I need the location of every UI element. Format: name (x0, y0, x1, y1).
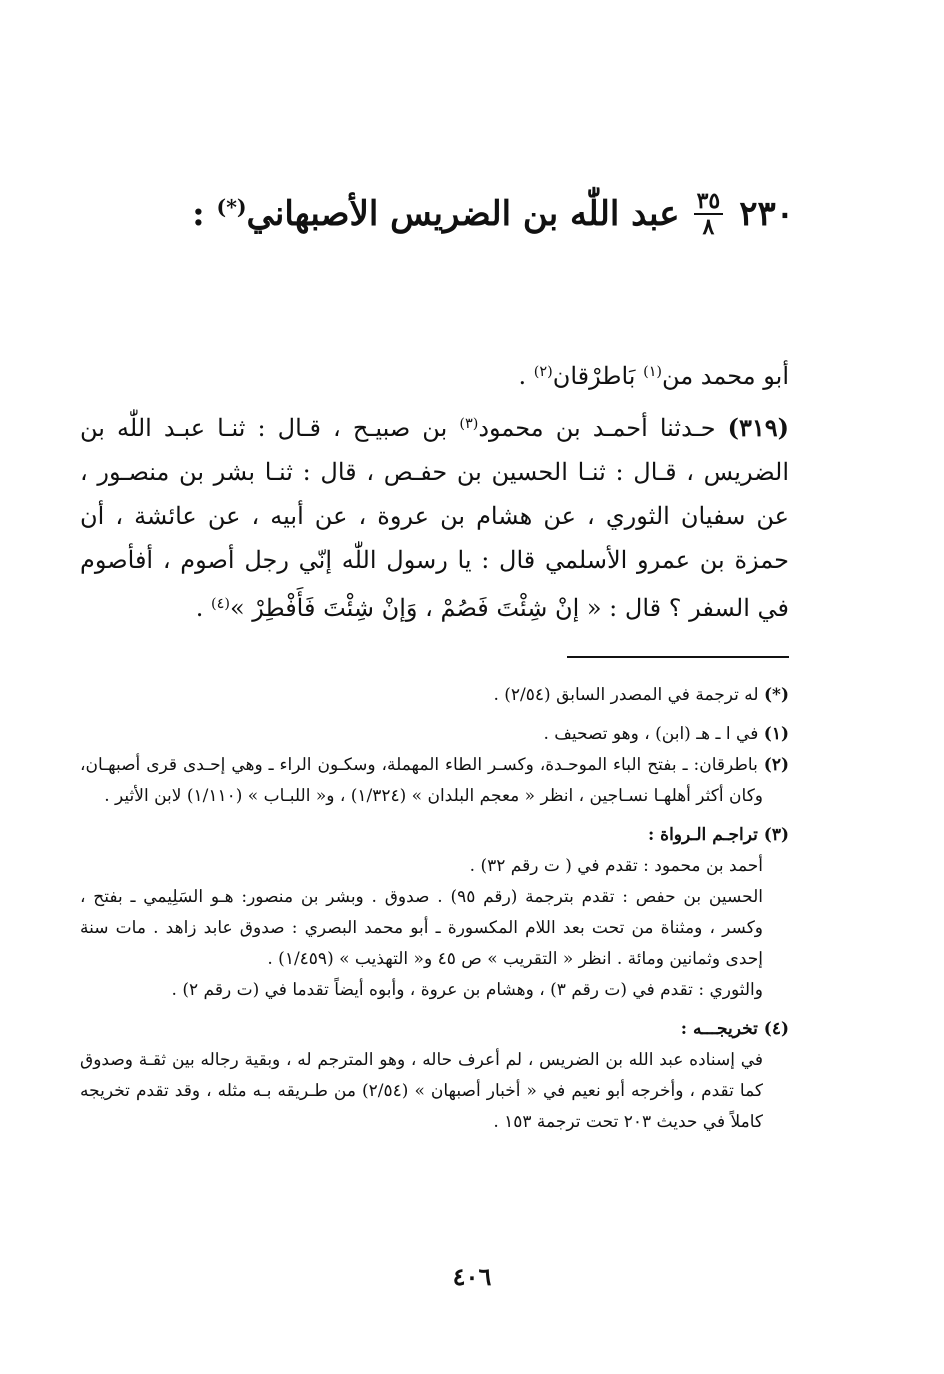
footnote-ref-1: (١) (643, 364, 663, 380)
fraction-bottom: ٨ (702, 214, 715, 240)
footnote-star-text: له ترجمة في المصدر السابق (٢/٥٤) . (493, 685, 765, 705)
entry-name-text: عبد اللّٰه بن الضريس الأصبهاني (246, 194, 680, 234)
entry-marker: (*) (216, 194, 247, 219)
footnote-3-label: (٣) (763, 825, 789, 845)
hadith-end: . (195, 593, 211, 622)
footnote-2-label: (٢) (763, 755, 789, 775)
footnote-divider (567, 656, 789, 658)
footnote-4-label: (٤) (763, 1019, 789, 1039)
hadith-number: (٣١٩) (727, 412, 790, 442)
footnote-3-line-1: أحمد بن محمود : تقدم في ( ت رقم ٣٢) . (469, 856, 763, 876)
footnote-2-text: باطرقان: ـ بفتح الباء الموحـدة، وكسـر الطاء المهملة، وسكـون الراء ـ وهي إحـدى قرى أصبهـان، وكان أكثر أهلهـا نسـاجين ، انظر « معجم البلدان » (١/٣٢٤) ، و« اللبـاب » (١/١١٠) لابن الأثير . (80, 755, 764, 806)
footnote-star (80, 680, 789, 711)
footnote-1 (80, 719, 789, 750)
footnote-3-line-2: الحسين بن حفص : تقدم بترجمة (رقم ٩٥) . صدوق . وبشر بن منصور: هـو السَلِيمي ـ بفتح ، وكسر ، ومثناة من تحت بعد اللام المكسورة ـ أبو محمد البصري : صدوق عابد زاهد . مات سنة إحدى وثمانين ومائة . انظر « التقريب » ص ٤٥ و« التهذيب » (١/٤٥٩) . (80, 887, 763, 969)
fraction-top: ٣٥ (694, 190, 724, 215)
footnote-star-label: (*) (764, 685, 789, 705)
footnote-4-text: في إسناده عبد الله بن الضريس ، لم أعرف حاله ، وهو المترجم له ، وبقية رجاله بين ثقـة وصدوق كما تقدم ، وأخرجه أبو نعيم في « أخبار أصبهان » (٢/٥٤) من طـريقه بـه مثله ، وقد تقدم تخريجه كاملاً في حديث ٢٠٣ تحت ترجمة ١٥٣ . (80, 1050, 763, 1132)
footnote-ref-3: (٣) (459, 415, 479, 432)
footnote-ref-4: (٤) (210, 595, 230, 612)
hadith-paragraph (80, 402, 789, 630)
footnote-1-label: (١) (763, 724, 789, 744)
footnote-3-line-3: والثوري : تقدم في (ت رقم ٣) ، وهشام بن عروة ، وأبوه أيضاً تقدما في (ت رقم ٢) . (171, 980, 763, 1000)
kunya-line (80, 350, 789, 398)
footnotes (80, 680, 789, 1138)
footnote-2 (80, 750, 789, 812)
kunya-text: أبو محمد من (662, 361, 789, 390)
footnote-3 (80, 820, 789, 851)
entry-heading (140, 190, 794, 238)
footnote-4 (80, 1014, 789, 1045)
footnote-ref-2: (٢) (533, 364, 553, 380)
entry-colon: : (192, 194, 217, 234)
page-number: ٤٠٦ (452, 1262, 492, 1291)
kunya-end: . (518, 361, 534, 390)
entry-number: ٢٣٠ (739, 194, 794, 234)
kunya-place: بَاطرْقان (552, 361, 644, 390)
hadith-text-1: حـدثنا أحمـد بن محمود (478, 413, 728, 442)
footnote-4-title: تخريجـــه : (680, 1019, 764, 1039)
entry-name (192, 194, 679, 234)
main-text (80, 350, 789, 630)
footnote-3-title: تراجـم الـرواة : (647, 825, 764, 845)
footnote-1-text: في ا ـ هـ (ابن) ، وهو تصحيف . (543, 724, 764, 744)
entry-fraction (694, 190, 724, 238)
hadith-text-2: بن صبيـح ، قـال : ثنـا عبـد اللّٰه بن الضريس ، قـال : ثنـا الحسين بن حفـص ، قال : ثنـا بشر بن منصـور ، عن سفيان الثوري ، عن هشام بن عروة ، عن أبيه ، عن عائشة ، أن حمزة بن عمرو الأسلمي قال : يا رسول اللّٰه إنّي رجل أصوم ، أفأصوم في السفر ؟ قال : « إنْ شِئْتَ فَصُمْ ، وَإنْ شِئْتَ فَأَفْطِرْ » (80, 413, 789, 622)
